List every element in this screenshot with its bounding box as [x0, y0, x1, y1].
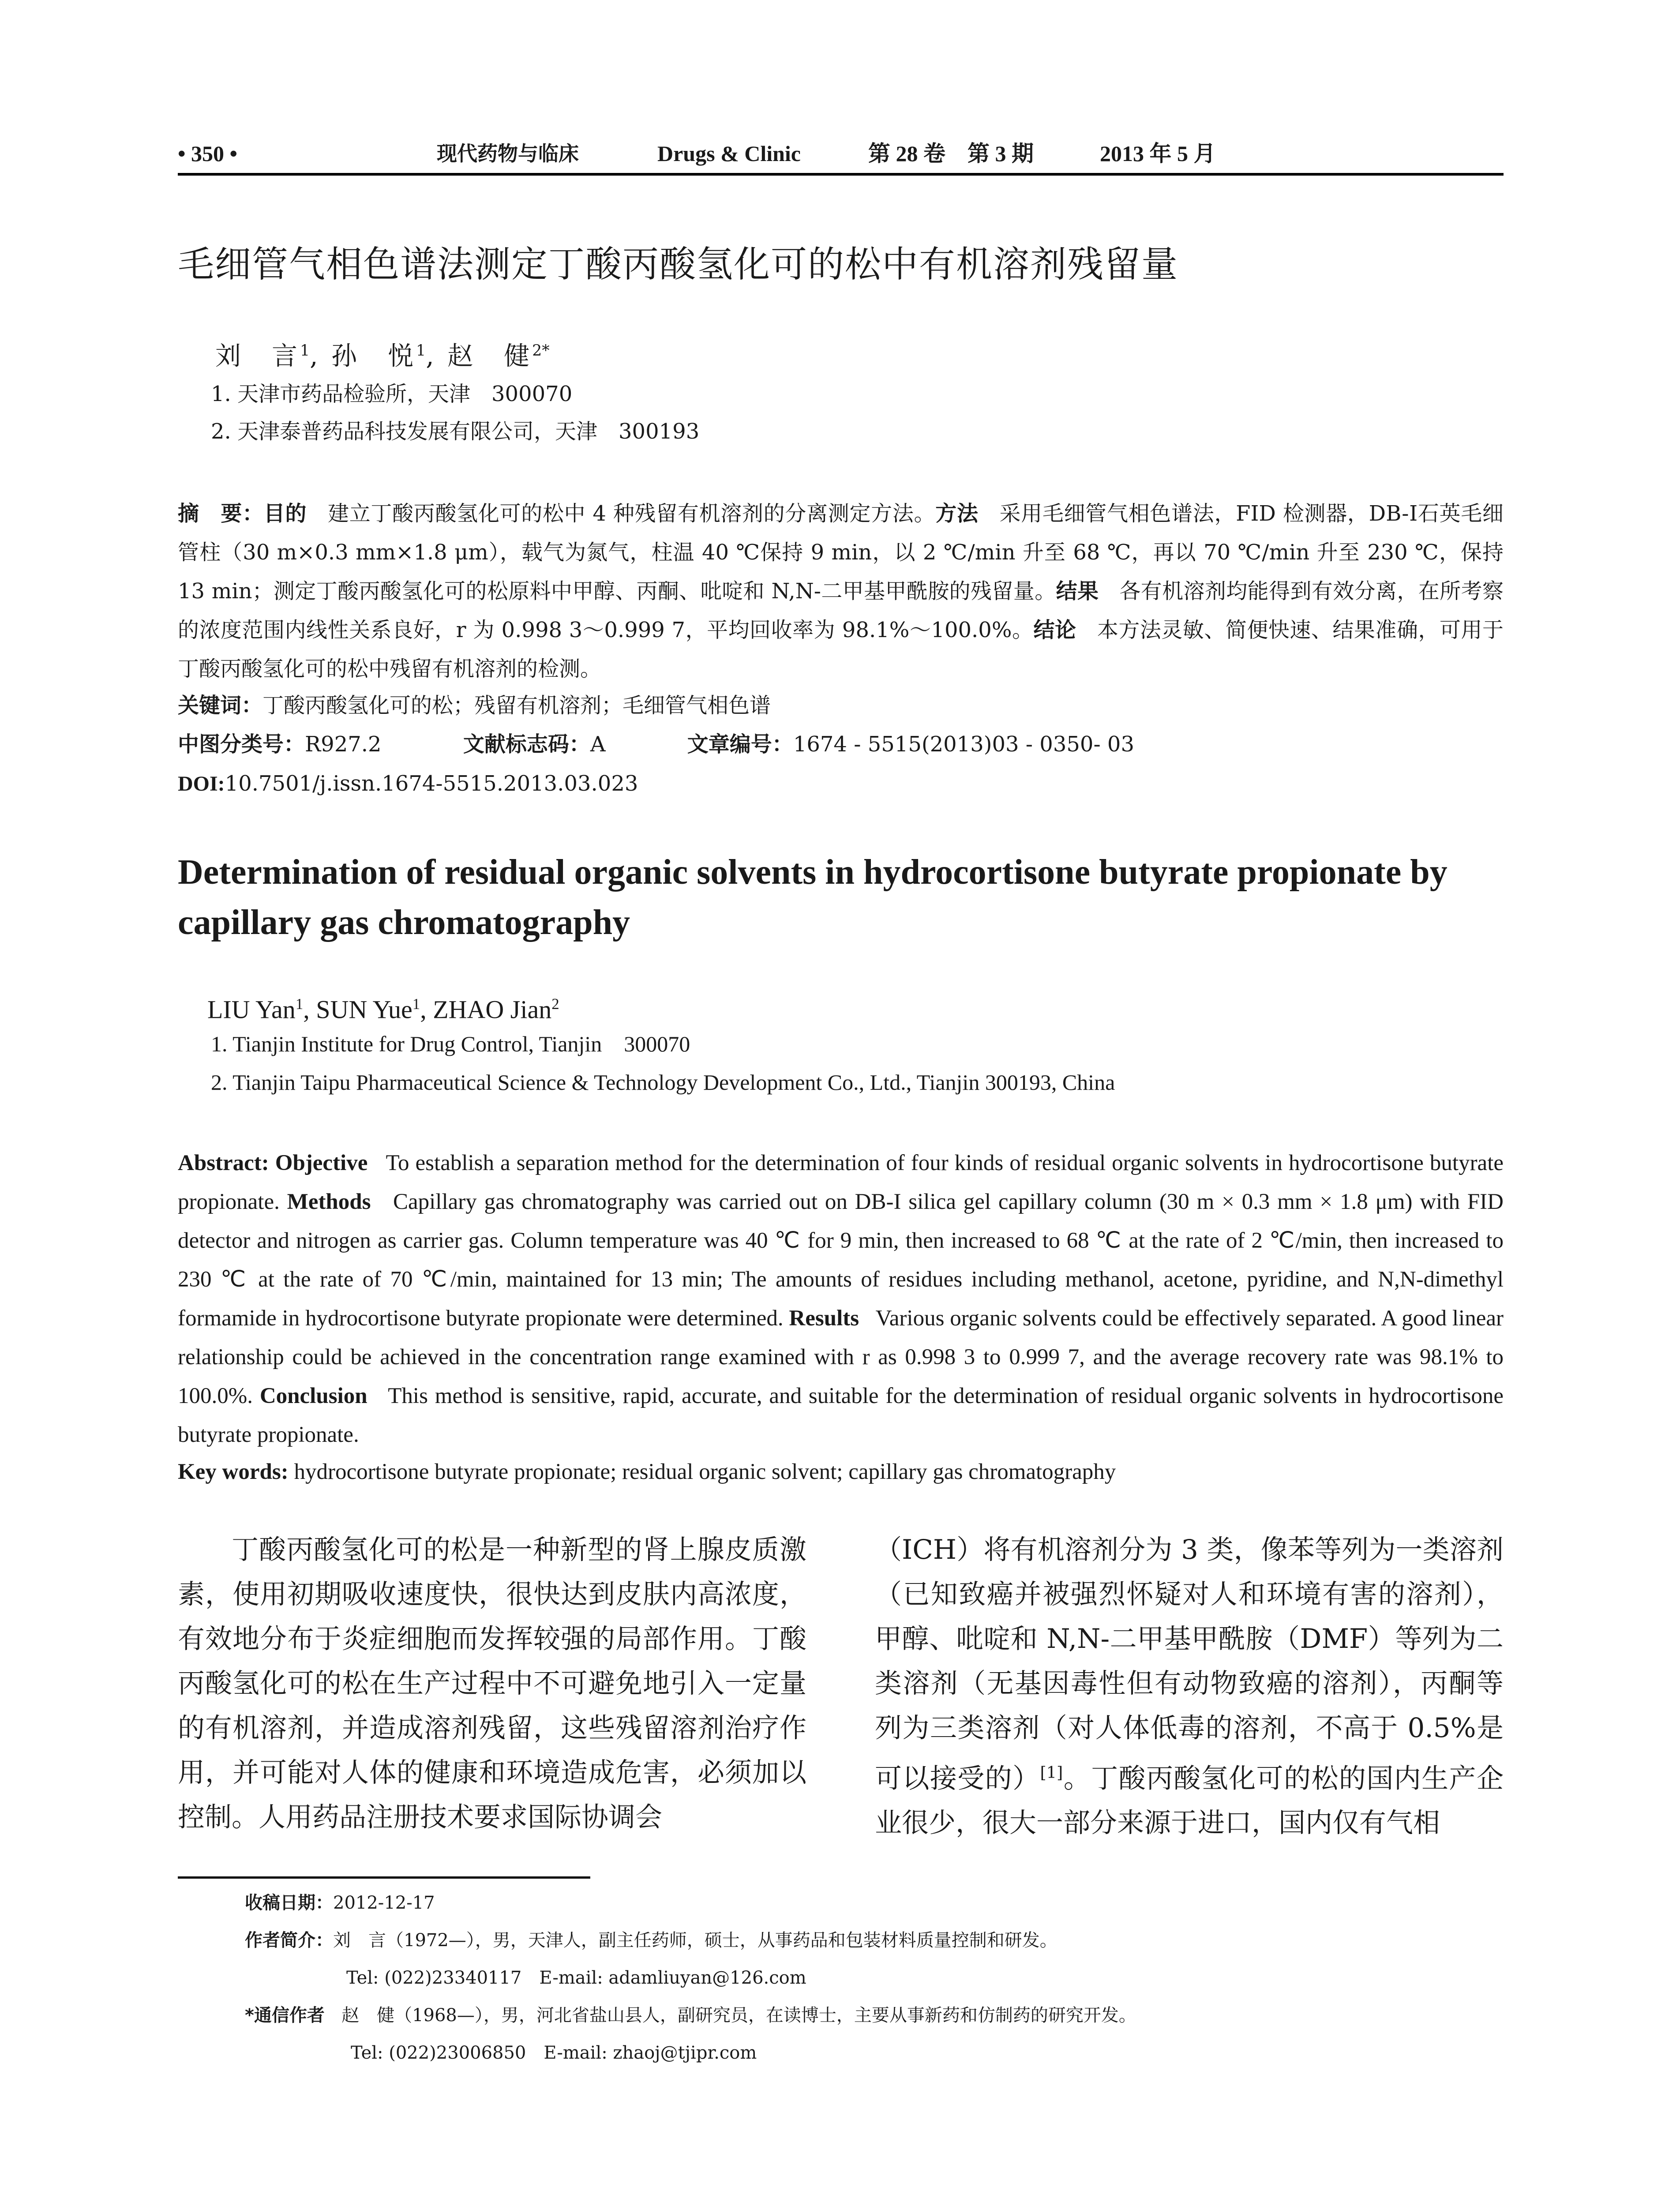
author-contact: Tel: (022)23340117 E-mail: adamliuyan@126.com — [346, 1968, 806, 1988]
author-affiliation-mark: 2* — [532, 342, 550, 360]
author-name: SUN Yue — [316, 995, 412, 1024]
clc-label: 中图分类号： — [178, 732, 305, 757]
conclusion-label: Conclusion — [259, 1384, 368, 1408]
conclusion-text: This method is sensitive, rapid, accurate, and suitable for the determination of residual organic solvents in hydrocortisone butyrate propionate. — [178, 1384, 1504, 1447]
article-no-value: 1674 - 5515(2013)03 - 0350- 03 — [793, 732, 1134, 757]
results-label: Results — [789, 1306, 859, 1331]
article-no-label: 文章编号： — [687, 732, 793, 757]
journal-name-en: Drugs & Clinic — [657, 141, 801, 166]
volume-issue: 第 28 卷 第 3 期 — [868, 141, 1034, 166]
author-affiliation-mark: 1 — [416, 342, 426, 360]
affiliation-en: 2. Tianjin Taipu Pharmaceutical Science & Technology Development Co., Ltd., Tianjin 300193, China — [211, 1070, 1115, 1095]
objective-text: To establish a separation method for the determination of four kinds of residual organic solvents in hydrocortisone butyrate propionate. — [178, 1151, 1504, 1214]
article-title-cn: 毛细管气相色谱法测定丁酸丙酸氢化可的松中有机溶剂残留量 — [178, 244, 1179, 285]
author-name: ZHAO Jian — [433, 995, 552, 1024]
author-name: 赵 健 — [447, 341, 532, 371]
keywords-cn: 关键词：丁酸丙酸氢化可的松；残留有机溶剂；毛细管气相色谱 — [178, 693, 771, 718]
abstract-en — [178, 1144, 1504, 1454]
header-rule — [178, 173, 1504, 176]
clc-value: R927.2 — [305, 732, 382, 757]
body-column-left: 丁酸丙酸氢化可的松是一种新型的肾上腺皮质激素，使用初期吸收速度快，很快达到皮肤内高浓度，有效地分布于炎症细胞而发挥较强的局部作用。丁酸丙酸氢化可的松在生产过程中不可避免地引入一定量的有机溶剂，并造成溶剂残留，这些残留溶剂治疗作用，并可能对人体的健康和环境造成危害，必须加以控制。人用药品注册技术要求国际协调会 — [178, 1534, 806, 1833]
journal-name-cn: 现代药物与临床 — [437, 142, 579, 165]
author-name: 刘 言 — [215, 341, 300, 371]
author-name: LIU Yan — [207, 995, 296, 1024]
conclusion-label: 结论 — [1033, 618, 1076, 642]
citation-ref[interactable]: [1] — [1040, 1763, 1063, 1782]
article-title-en: Determination of residual organic solvents in hydrocortisone butyrate propionate by capillary gas chromatography — [178, 853, 1448, 942]
affiliation-cn: 1. 天津市药品检验所，天津 300070 — [211, 382, 573, 406]
affiliation-en: 1. Tianjin Institute for Drug Control, Tianjin 300070 — [211, 1032, 690, 1056]
footnote-rule — [178, 1876, 590, 1879]
corresponding-author: *通信作者 赵 健（1968—），男，河北省盐山县人，副研究员，在读博士，主要从事新药和仿制药的研究开发。 — [245, 2005, 1136, 2026]
body-column-right: （ICH）将有机溶剂分为 3 类，像苯等列为一类溶剂（已知致癌并被强烈怀疑对人和环境有害的溶剂），甲醇、吡啶和 N,N-二甲基甲酰胺（DMF）等列为二类溶剂（无基因毒性但有动物致癌的溶剂），丙酮等列为三类溶剂（对人体低毒的溶剂，不高于 0.5%是可以接受的）[1]。丁酸丙酸氢化可的松的国内生产企业很少，很大一部分来源于进口，国内仅有气相 — [875, 1534, 1504, 1839]
author-affiliation-mark: 1 — [300, 342, 310, 360]
objective-text: 建立丁酸丙酸氢化可的松中 4 种残留有机溶剂的分离测定方法。 — [328, 501, 936, 526]
corresponding-contact: Tel: (022)23006850 E-mail: zhaoj@tjipr.com — [351, 2043, 757, 2063]
abstract-label: Abstract: — [178, 1151, 269, 1175]
methods-label: Methods — [287, 1189, 371, 1214]
methods-label: 方法 — [935, 501, 979, 526]
author-bio: 作者简介：刘 言（1972—），男，天津人，副主任药师，硕士，从事药品和包装材料质量控制和研发。 — [245, 1930, 1058, 1951]
doi-value[interactable]: 10.7501/j.issn.1674-5515.2013.03.023 — [225, 771, 638, 796]
results-text: 各有机溶剂均能得到有效分离，在所考察的浓度范围内线性关系良好，r 为 0.998 3～0.999 7，平均回收率为 98.1%～100.0%。 — [178, 579, 1504, 642]
objective-label: 目的 — [263, 501, 307, 526]
classification-line — [178, 731, 1134, 758]
author-name: 孙 悦 — [331, 341, 416, 371]
author-affiliation-mark: 1 — [295, 995, 304, 1013]
conclusion-text: 本方法灵敏、简便快速、结果准确，可用于丁酸丙酸氢化可的松中残留有机溶剂的检测。 — [178, 618, 1504, 681]
doi-label: DOI: — [178, 772, 225, 795]
methods-text: Capillary gas chromatography was carried out on DB-I silica gel capillary column (30 m × 0.3 mm × 1.8 μm) with FID detector and nitrogen as carrier gas. Column temperature was 40 ℃ for 9 min, then increased to 68 ℃ at the rate of 2 ℃/min, then increased to 230 ℃ at the rate of 70 ℃/min, maintained for 13 min; The amounts of residues including methanol, acetone, pyridine, and N,N-dimethyl formamide in hydrocortisone butyrate propionate were determined. — [178, 1189, 1504, 1331]
author-affiliation-mark: 1 — [412, 995, 420, 1013]
methods-text: 采用毛细管气相色谱法，FID 检测器，DB-Ⅰ石英毛细管柱（30 m×0.3 mm×1.8 μm），载气为氮气，柱温 40 ℃保持 9 min，以 2 ℃/min 升至 68 ℃，再以 70 ℃/min 升至 230 ℃，保持 13 min；测定丁酸丙酸氢化可的松原料中甲醇、丙酮、吡啶和 N,N-二甲基甲酰胺的残留量。 — [178, 501, 1504, 604]
author-affiliation-mark: 2 — [551, 995, 559, 1013]
results-label: 结果 — [1056, 579, 1099, 604]
objective-label: Objective — [275, 1151, 368, 1175]
issue-date: 2013 年 5 月 — [1100, 141, 1216, 166]
doc-code-value: A — [590, 732, 606, 757]
authors-en: LIU Yan$^1$, SUN Yue$^1$, ZHAO Jian$^2$ — [207, 995, 559, 1024]
abstract-label: 摘 要： — [178, 501, 264, 526]
received-date: 收稿日期：2012-12-17 — [245, 1893, 435, 1913]
doi-line — [178, 770, 638, 798]
abstract-cn — [178, 494, 1504, 688]
results-text: Various organic solvents could be effectively separated. A good linear relationship could be achieved in the concentration range examined with r as 0.998 3 to 0.999 7, and the average recovery rate was 98.1% to 100.0%. — [178, 1306, 1504, 1408]
doc-code-label: 文献标志码： — [463, 732, 590, 757]
authors-cn: 刘 言$^1$, 孙 悦$^1$, 赵 健$^{2*}$ — [215, 341, 550, 371]
keywords-en: Key words: hydrocortisone butyrate propionate; residual organic solvent; capillary gas chromatography — [178, 1459, 1116, 1484]
page-number: • 350 • — [178, 141, 238, 166]
affiliation-cn: 2. 天津泰普药品科技发展有限公司，天津 300193 — [211, 419, 700, 444]
